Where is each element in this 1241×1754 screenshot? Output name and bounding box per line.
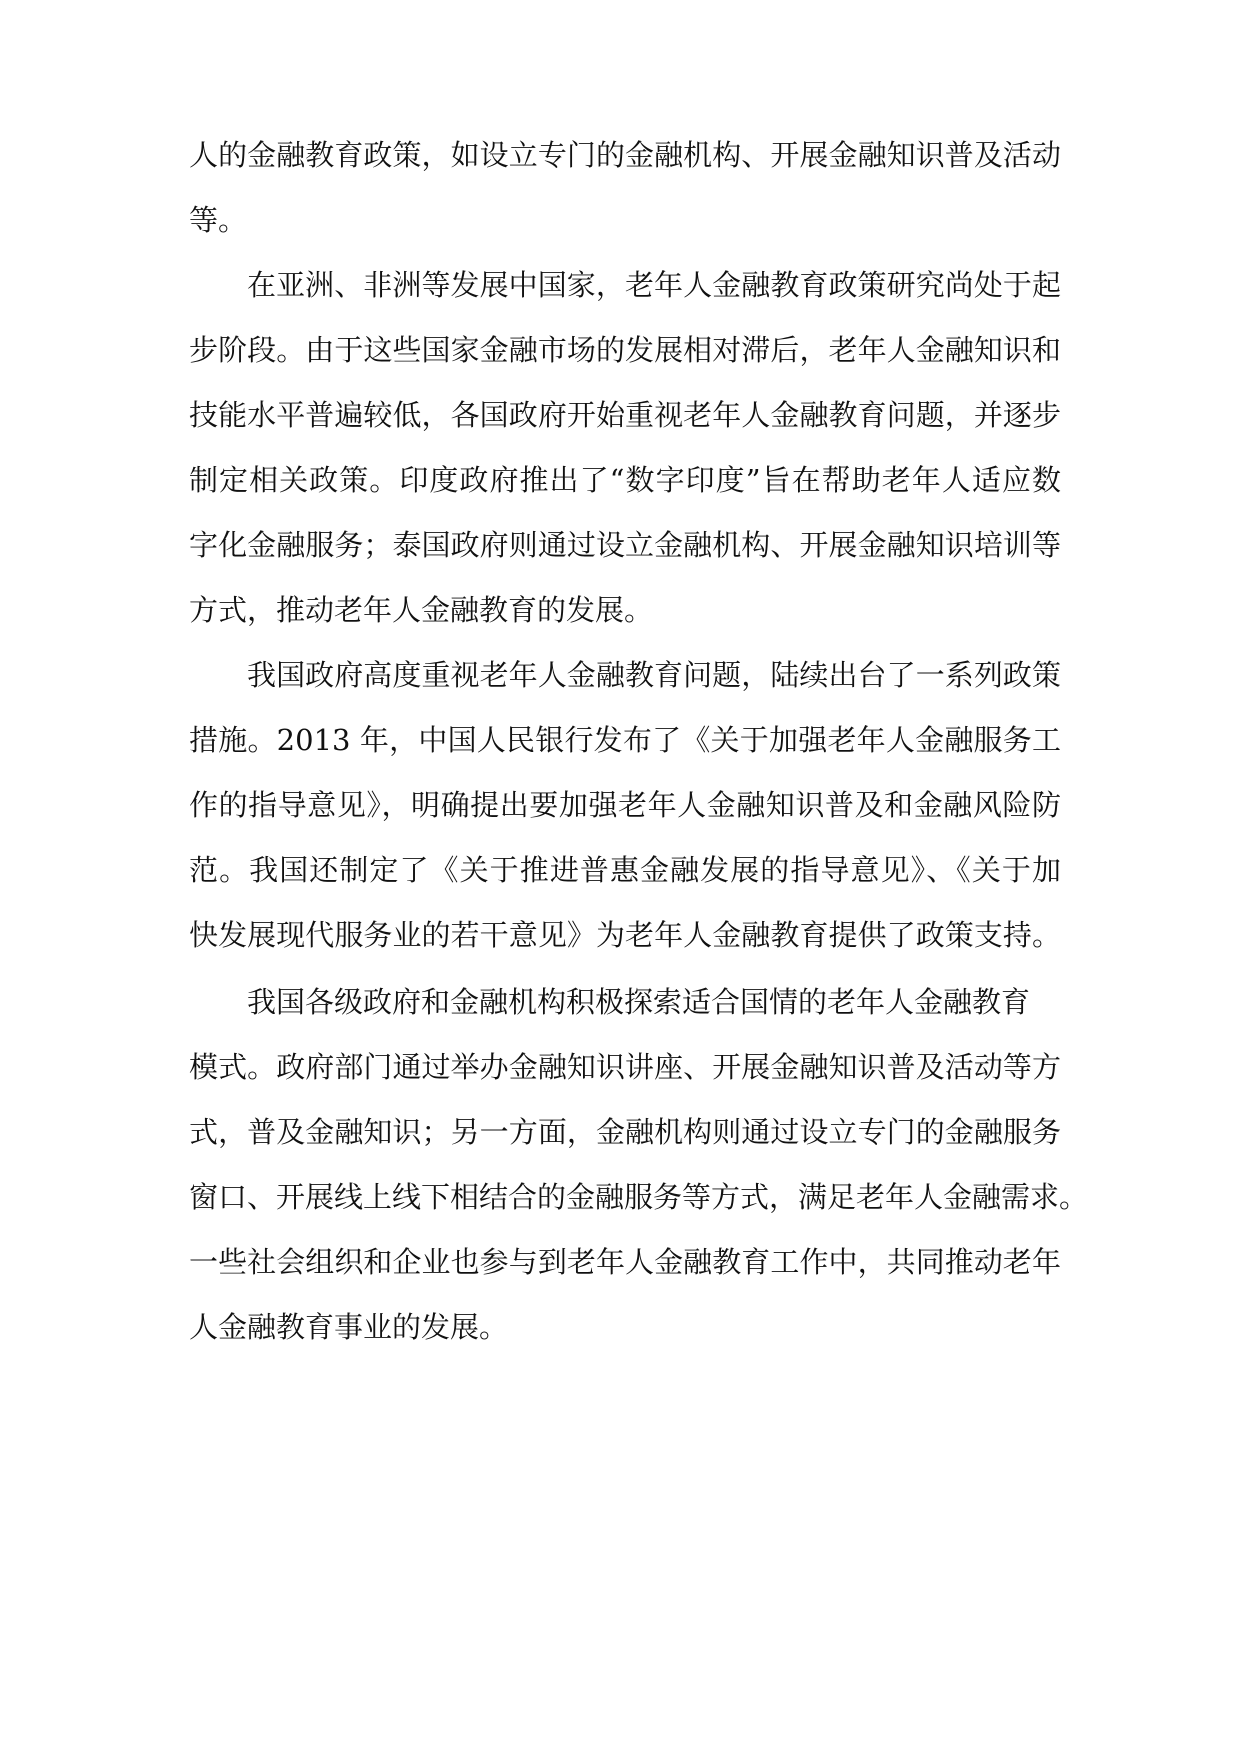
text-line: 快发展现代服务业的若干意见》为老年人金融教育提供了政策支持。 [189, 918, 1061, 952]
text-line: 我国各级政府和金融机构积极探索适合国情的老年人金融教育 [247, 985, 1031, 1019]
text-line: 作的指导意见》，明确提出要加强老年人金融知识普及和金融风险防 [189, 788, 1061, 822]
text-line: 人金融教育事业的发展。 [189, 1310, 509, 1344]
text-line: 字化金融服务；泰国政府则通过设立金融机构、开展金融知识培训等 [189, 528, 1061, 562]
text-line: 制定相关政策。印度政府推出了“数字印度”旨在帮助老年人适应数 [189, 463, 1061, 497]
text-line: 等。 [189, 203, 248, 237]
text-line: 窗口、开展线上线下相结合的金融服务等方式，满足老年人金融需求。 [189, 1180, 1089, 1214]
text-line: 人的金融教育政策，如设立专门的金融机构、开展金融知识普及活动 [189, 138, 1061, 172]
text-line: 模式。政府部门通过举办金融知识讲座、开展金融知识普及活动等方 [189, 1050, 1061, 1084]
text-line: 我国政府高度重视老年人金融教育问题，陆续出台了一系列政策 [247, 658, 1061, 692]
text-line: 范。我国还制定了《关于推进普惠金融发展的指导意见》、《关于加 [189, 853, 1061, 887]
text-line: 技能水平普遍较低，各国政府开始重视老年人金融教育问题，并逐步 [189, 398, 1061, 432]
text-line: 措施。2013 年，中国人民银行发布了《关于加强老年人金融服务工 [189, 723, 1061, 757]
text-line: 式，普及金融知识；另一方面，金融机构则通过设立专门的金融服务 [189, 1115, 1061, 1149]
text-line: 一些社会组织和企业也参与到老年人金融教育工作中，共同推动老年 [189, 1245, 1061, 1279]
text-line: 步阶段。由于这些国家金融市场的发展相对滞后，老年人金融知识和 [189, 333, 1061, 367]
text-line: 方式，推动老年人金融教育的发展。 [189, 593, 654, 627]
text-line: 在亚洲、非洲等发展中国家，老年人金融教育政策研究尚处于起 [247, 268, 1061, 302]
